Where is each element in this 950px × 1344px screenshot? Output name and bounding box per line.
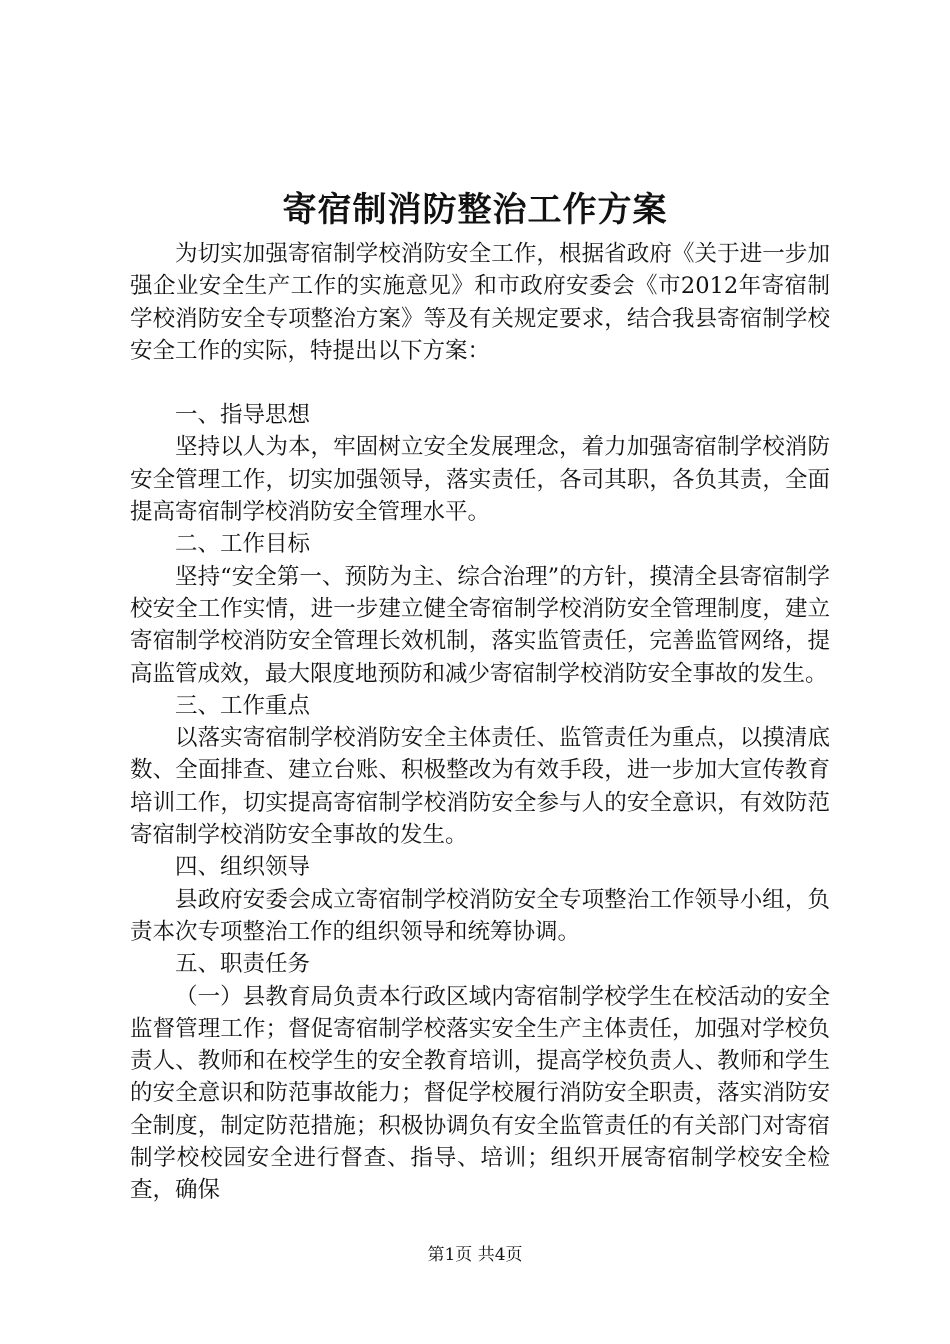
section-heading-leadership: 四、组织领导: [175, 854, 311, 881]
section-heading-work-goals: 二、工作目标: [175, 531, 311, 558]
section-paragraph-work-goals: 坚持“安全第一、预防为主、综合治理”的方针，摸清全县寄宿制学校安全工作实情，进一步建立健全寄宿制学校消防安全管理制度，建立寄宿制学校消防安全管理长效机制，落实监管责任，完善监管网络，提高监管成效，最大限度地预防和减少寄宿制学校消防安全事故的发生。: [130, 563, 830, 687]
section-paragraph-guiding-ideology: 坚持以人为本，牢固树立安全发展理念，着力加强寄宿制学校消防安全管理工作，切实加强领导，落实责任，各司其职，各负其责，全面提高寄宿制学校消防安全管理水平。: [130, 434, 830, 526]
section-heading-work-focus: 三、工作重点: [175, 692, 311, 719]
page-footer: 第1页 共4页: [427, 1245, 523, 1265]
paragraph-gap: [130, 367, 830, 399]
document-body: [130, 238, 830, 1207]
section-paragraph-work-focus: 以落实寄宿制学校消防安全主体责任、监管责任为重点，以摸清底数、全面排查、建立台账、积极整改为有效手段，进一步加大宣传教育培训工作，切实提高寄宿制学校消防安全参与人的安全意识，有效防范寄宿制学校消防安全事故的发生。: [130, 725, 830, 849]
document-title: 寄宿制消防整治工作方案: [282, 190, 668, 230]
section-paragraph-duties: （一）县教育局负责本行政区域内寄宿制学校学生在校活动的安全监督管理工作；督促寄宿制学校落实安全生产主体责任，加强对学校负责人、教师和在校学生的安全教育培训，提高学校负责人、教师和学生的安全意识和防范事故能力；督促学校履行消防安全职责，落实消防安全制度，制定防范措施；积极协调负有安全监管责任的有关部门对寄宿制学校校园安全进行督查、指导、培训；组织开展寄宿制学校安全检查，确保: [130, 983, 830, 1204]
section-heading-duties: 五、职责任务: [175, 951, 311, 978]
intro-paragraph: 为切实加强寄宿制学校消防安全工作，根据省政府《关于进一步加强企业安全生产工作的实施意见》和市政府安委会《市2012年寄宿制学校消防安全专项整治方案》等及有关规定要求，结合我县寄宿制学校安全工作的实际，特提出以下方案：: [130, 241, 830, 364]
section-paragraph-leadership: 县政府安委会成立寄宿制学校消防安全专项整治工作领导小组，负责本次专项整治工作的组织领导和统筹协调。: [130, 886, 830, 945]
section-heading-guiding-ideology: 一、指导思想: [175, 402, 311, 429]
